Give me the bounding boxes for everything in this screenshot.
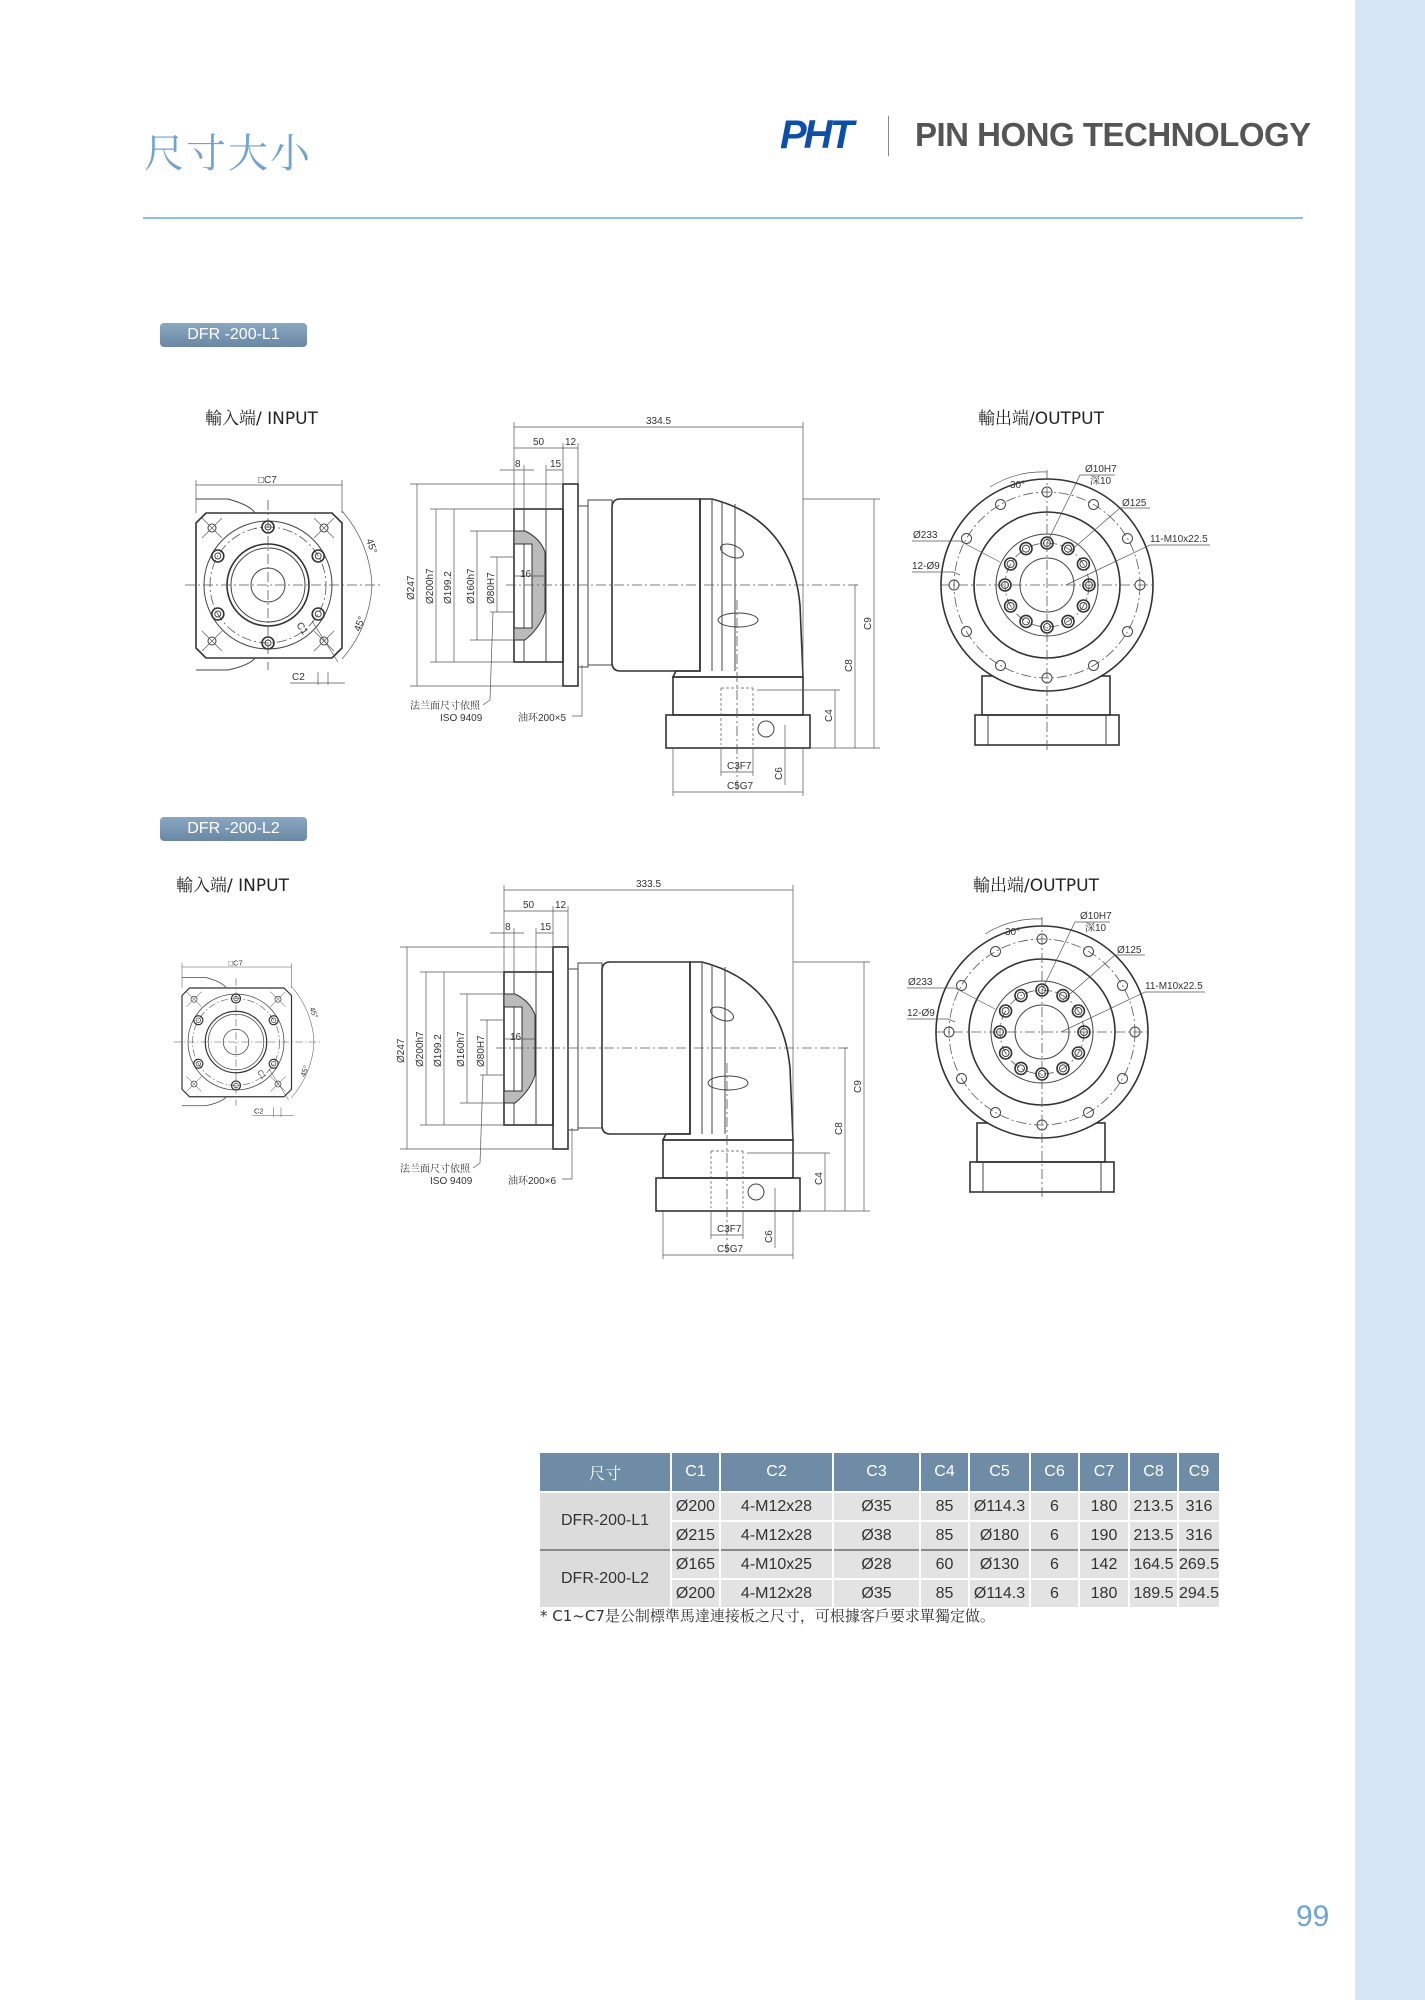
- dimension-label: C9: [863, 617, 874, 630]
- dimension-label: 333.5: [636, 879, 662, 890]
- dimension-label: 45°: [363, 537, 379, 556]
- page-number: 99: [1296, 1900, 1330, 1933]
- value-cell: 164.5: [1129, 1550, 1178, 1579]
- input-view-label: 輸入端/ INPUT: [176, 876, 289, 896]
- value-cell: Ø165: [671, 1550, 720, 1579]
- input-view: [185, 475, 380, 685]
- dimension-label: C5G7: [717, 1244, 744, 1255]
- value-cell: Ø35: [833, 1492, 920, 1521]
- dimension-label: ISO 9409: [440, 713, 483, 724]
- company-logo: PHT: [780, 113, 851, 157]
- value-cell: 4-M10x25: [720, 1550, 833, 1579]
- dimension-label: C4: [824, 709, 835, 722]
- dimension-label: 8: [515, 459, 521, 470]
- table-header-row: [540, 1453, 1220, 1492]
- dimension-table: [540, 1453, 1221, 1607]
- value-cell: Ø200: [671, 1579, 720, 1607]
- dimension-label: 45°: [307, 1005, 320, 1020]
- dimension-label: 30°: [1005, 927, 1021, 938]
- value-cell: 294.5: [1178, 1579, 1220, 1607]
- dimension-label: C1: [293, 620, 310, 638]
- column-header: C4: [920, 1453, 969, 1492]
- footnote: * C1~C7是公制標準馬達連接板之尺寸，可根據客戶要求單獨定做。: [540, 1607, 995, 1625]
- dimension-label: Ø200h7: [415, 1031, 426, 1067]
- model-cell: DFR-200-L2: [540, 1550, 671, 1607]
- column-header: C8: [1129, 1453, 1178, 1492]
- dimension-label: □C7: [258, 475, 277, 486]
- dimension-label: 11-M10x22.5: [1150, 534, 1208, 545]
- model-l2-drawings: [174, 879, 1205, 1259]
- dimension-label: Ø80H7: [476, 1035, 487, 1067]
- dimension-label: 45°: [298, 1064, 311, 1078]
- dimension-label: Ø199.2: [433, 1034, 444, 1067]
- value-cell: 4-M12x28: [720, 1492, 833, 1521]
- page-title: 尺寸大小: [144, 131, 312, 177]
- value-cell: 189.5: [1129, 1579, 1178, 1607]
- dimension-label: 12-Ø9: [912, 561, 940, 572]
- dimension-label: Ø200h7: [425, 568, 436, 604]
- value-cell: 4-M12x28: [720, 1521, 833, 1550]
- value-cell: 213.5: [1129, 1492, 1178, 1521]
- dimension-label: C2: [254, 1106, 264, 1116]
- column-header: C2: [720, 1453, 833, 1492]
- value-cell: 85: [920, 1492, 969, 1521]
- dimension-label: 8: [505, 922, 511, 933]
- value-cell: 269.5: [1178, 1550, 1220, 1579]
- model-badge-l2: DFR -200-L2: [160, 817, 307, 841]
- dimension-label: 15: [550, 459, 562, 470]
- value-cell: 180: [1079, 1579, 1129, 1607]
- dimension-label: 12-Ø9: [907, 1008, 935, 1019]
- value-cell: 85: [920, 1521, 969, 1550]
- value-cell: 180: [1079, 1492, 1129, 1521]
- value-cell: 213.5: [1129, 1521, 1178, 1550]
- dimension-label: C5G7: [727, 781, 754, 792]
- value-cell: 6: [1030, 1492, 1079, 1521]
- dimension-label: 50: [523, 900, 535, 911]
- column-header: C9: [1178, 1453, 1220, 1492]
- side-view: [406, 416, 880, 796]
- column-header: C3: [833, 1453, 920, 1492]
- value-cell: 60: [920, 1550, 969, 1579]
- value-cell: Ø114.3: [969, 1579, 1030, 1607]
- value-cell: 85: [920, 1579, 969, 1607]
- dimension-label: C8: [834, 1122, 845, 1135]
- value-cell: Ø28: [833, 1550, 920, 1579]
- dimension-label: 法兰面尺寸依照: [400, 1164, 470, 1175]
- dimension-label: Ø125: [1122, 498, 1147, 509]
- value-cell: Ø180: [969, 1521, 1030, 1550]
- model-badge-l1: DFR -200-L1: [160, 323, 307, 347]
- dimension-label: 16: [510, 1032, 522, 1043]
- dimension-label: □C7: [228, 958, 243, 968]
- column-header: C1: [671, 1453, 720, 1492]
- dimension-label: C1: [255, 1067, 269, 1082]
- dimension-label: 334.5: [646, 416, 672, 427]
- dimension-label: C4: [814, 1172, 825, 1185]
- value-cell: 142: [1079, 1550, 1129, 1579]
- dimension-label: ISO 9409: [430, 1176, 473, 1187]
- dimension-label: Ø80H7: [486, 572, 497, 604]
- column-header: 尺寸: [540, 1453, 671, 1492]
- dimension-label: 12: [565, 437, 577, 448]
- dimension-label: 15: [540, 922, 552, 933]
- value-cell: Ø200: [671, 1492, 720, 1521]
- dimension-label: 深10: [1090, 476, 1112, 487]
- output-view-label: 輸出端/OUTPUT: [978, 409, 1105, 429]
- value-cell: Ø35: [833, 1579, 920, 1607]
- output-view: [907, 911, 1205, 1197]
- dimension-label: 30°: [1010, 480, 1026, 491]
- table-row: [540, 1550, 1220, 1579]
- input-view: [174, 959, 320, 1118]
- bolt-hole: [269, 1059, 278, 1068]
- dimension-label: Ø10H7: [1085, 464, 1117, 475]
- model-cell: DFR-200-L1: [540, 1492, 671, 1550]
- output-view-label: 輸出端/OUTPUT: [973, 876, 1100, 896]
- dimension-label: 油环200×5: [518, 713, 567, 724]
- dimension-label: C2: [292, 672, 305, 683]
- model-l1-drawings: [185, 416, 1210, 796]
- dimension-label: C8: [844, 659, 855, 672]
- dimension-label: Ø199.2: [443, 571, 454, 604]
- input-view-label: 輸入端/ INPUT: [205, 409, 318, 429]
- table-row: [540, 1492, 1220, 1521]
- dimension-label: C3F7: [727, 761, 752, 772]
- column-header: C5: [969, 1453, 1030, 1492]
- value-cell: 6: [1030, 1550, 1079, 1579]
- dimension-label: 12: [555, 900, 567, 911]
- dimension-label: 油环200×6: [508, 1176, 557, 1187]
- dimension-label: Ø160h7: [456, 1031, 467, 1067]
- dimension-label: C6: [764, 1230, 775, 1243]
- dimension-label: Ø233: [908, 977, 933, 988]
- value-cell: 316: [1178, 1521, 1220, 1550]
- dimension-label: Ø125: [1117, 945, 1142, 956]
- dimension-label: 50: [533, 437, 545, 448]
- column-header: C6: [1030, 1453, 1079, 1492]
- value-cell: Ø215: [671, 1521, 720, 1550]
- dimension-label: 16: [520, 569, 532, 580]
- dimension-label: C6: [774, 767, 785, 780]
- dimension-label: 深10: [1085, 923, 1107, 934]
- dimension-label: Ø160h7: [466, 568, 477, 604]
- dimension-label: Ø247: [406, 575, 417, 600]
- bolt-hole: [312, 608, 324, 620]
- value-cell: Ø38: [833, 1521, 920, 1550]
- output-view: [912, 464, 1210, 750]
- side-view: [396, 879, 870, 1259]
- value-cell: Ø114.3: [969, 1492, 1030, 1521]
- dimension-label: 45°: [352, 615, 368, 634]
- column-header: C7: [1079, 1453, 1129, 1492]
- dimension-label: Ø233: [913, 530, 938, 541]
- value-cell: 190: [1079, 1521, 1129, 1550]
- dimension-label: 11-M10x22.5: [1145, 981, 1203, 992]
- value-cell: 316: [1178, 1492, 1220, 1521]
- value-cell: Ø130: [969, 1550, 1030, 1579]
- dimension-label: Ø247: [396, 1038, 407, 1063]
- company-name: PIN HONG TECHNOLOGY: [915, 116, 1311, 153]
- value-cell: 6: [1030, 1521, 1079, 1550]
- dimension-label: C3F7: [717, 1224, 742, 1235]
- dimension-label: Ø10H7: [1080, 911, 1112, 922]
- value-cell: 6: [1030, 1579, 1079, 1607]
- dimension-label: C9: [853, 1080, 864, 1093]
- dimension-label: 法兰面尺寸依照: [410, 701, 480, 712]
- value-cell: 4-M12x28: [720, 1579, 833, 1607]
